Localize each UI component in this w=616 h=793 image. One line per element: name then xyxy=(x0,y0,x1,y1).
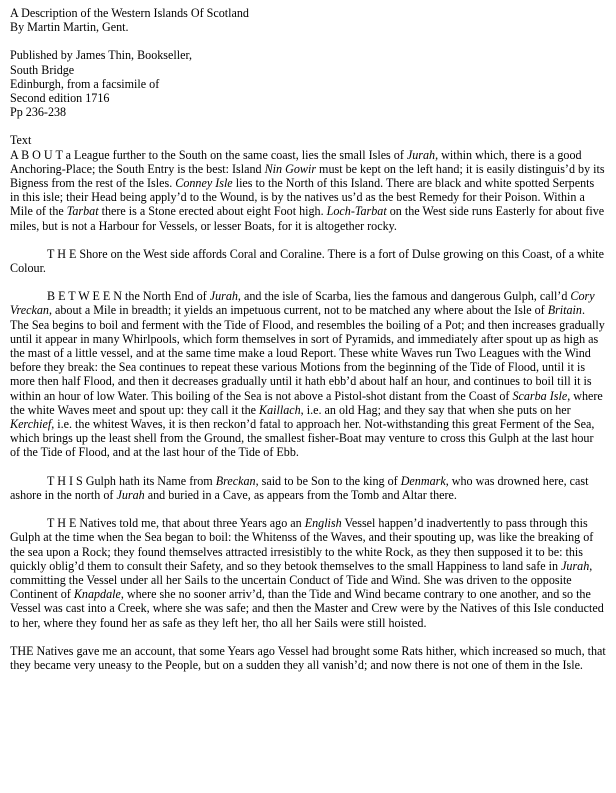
paragraph-text: , about a Mile in breadth; it yields an impetuous current, not to be matched any where about the Isle of xyxy=(48,303,548,318)
publication-line: Second edition 1716 xyxy=(10,91,110,106)
paragraph-text: A B O U T a League further to the South on the same coast, lies the small Isles of xyxy=(10,147,407,162)
paragraph-text: , committing the Vessel under all her Sails to the uncertain Conduct of Tide and Wind. She was driven to the opposite Continent of xyxy=(10,558,593,602)
paragraph-text: . The Sea begins to boil and ferment with the Tide of Flood, and resembles the boiling of a Pot; and then increases gradually until it appear in many Whirlpools, which form themselves in sort of Pyramids, and immediately after spout up as high as the mast of a little vessel, and at the same time make a loud Report. These white Waves run Two Leagues with the Wind before they break: the Sea continues to repeat these various Motions from the beginning of the Tide of Flood, until it is more then half Flood, and then it decreases gradually until it hath ebb’d about half an hour, and continues to boil till it is within an hour of low Water. This boiling of the Sea is not above a Pistol-shot distant from the Coast of xyxy=(10,303,605,403)
section-label: Text xyxy=(10,133,32,148)
italic-term: Scarba Isle xyxy=(512,388,568,403)
document-body xyxy=(10,133,606,672)
paragraph-text: , within which, there is a good Anchoring-Place; the South Entry is the best: Island xyxy=(10,147,582,176)
paragraph-text: T H E Natives told me, that about three Years ago an xyxy=(47,516,305,531)
italic-term: Britain xyxy=(547,303,582,318)
publication-line: Edinburgh, from a facsimile of xyxy=(10,76,160,91)
body-paragraph xyxy=(10,148,606,233)
body-paragraph xyxy=(10,516,606,630)
italic-term: Jurah xyxy=(116,487,145,502)
italic-term: English xyxy=(304,516,342,531)
paragraph-text: T H I S Gulph hath its Name from xyxy=(47,473,216,488)
publication-line: Pp 236-238 xyxy=(10,105,67,120)
paragraph-text: , said to be Son to the king of xyxy=(255,473,401,488)
italic-term: Denmark xyxy=(400,473,446,488)
italic-term: Jurah xyxy=(209,289,238,304)
italic-term: Conney Isle xyxy=(175,176,233,191)
italic-term: Kaillach xyxy=(259,402,301,417)
paragraph-text: , where she no sooner arriv’d, than the Tide and Wind became contrary to one another, and so the Vessel was cast into a Creek, where she was safe; and then the Master and Crew were by the Natives of this Isle conducted to her, where they found her as safe as they left her, tho all her Sails were still hoisted. xyxy=(10,587,604,630)
document-header xyxy=(10,6,606,34)
paragraph-text: T H E Shore on the West side affords Coral and Coraline. There is a fort of Dulse growing on this Coast, of a white Colour. xyxy=(10,246,605,276)
italic-term: Cory Vreckan xyxy=(10,289,595,318)
paragraph-text: on the West side runs Easterly for about five miles, but is not a Harbour for Vessels, or lesser Boats, for it is altogether rocky. xyxy=(10,204,605,233)
paragraph-text: , where the white Waves meet and spout up: they call it the xyxy=(10,388,603,417)
paragraph-text: lies to the North of this Island. There are black and white spotted Serpents in this isle; their Head being apply’d to the Wound, is by the natives us’d as the best Remedy for their Poison. Within a Mile of the xyxy=(10,176,595,219)
document-title: A Description of the Western Islands Of Scotland xyxy=(10,6,249,20)
italic-term: Jurah xyxy=(561,558,590,573)
italic-term: Kerchief xyxy=(10,417,52,432)
document-author: By Martin Martin, Gent. xyxy=(10,20,129,35)
paragraph-text: , and the isle of Scarba, lies the famous and dangerous Gulph, call’d xyxy=(237,289,571,304)
paragraph-text: , i.e. an old Hag; and they say that when she puts on her xyxy=(300,402,571,417)
publication-line: South Bridge xyxy=(10,62,75,77)
paragraph-text: THE Natives gave me an account, that some Years ago Vessel had brought some Rats hither, which increased so much, that they became very uneasy to the People, but on a sudden they all vanish’d; and now there is not one of them in the Isle. xyxy=(10,643,606,672)
body-paragraph xyxy=(10,474,606,502)
paragraph-text: Vessel happen’d inadvertently to pass through this Gulph at the time when the Sea began to boil: the Whitenss of the Waves, and their spouting up, was like the breaking of the sea upon a Rock; they found themselves attracted irresistibly to the white Rock, as they then supposed it to be: this quickly oblig’d them to consult their Safety, and so they betook themselves to the small Happiness to land safe in xyxy=(10,516,594,573)
paragraph-text: , i.e. the whitest Waves, it is then reckon’d fatal to approach her. Not-withstanding this great Ferment of the Sea, which brings up the least shell from the Ground, the smallest fisher-Boat may venture to cross this Gulph at the last hour of the Tide of Flood, and at the last hour of the Tide of Ebb. xyxy=(10,417,595,460)
body-paragraph xyxy=(10,247,606,275)
paragraph-text: , who was drowned here, cast ashore in the north of xyxy=(10,473,589,502)
publication-line: Published by James Thin, Bookseller, xyxy=(10,48,193,63)
paragraph-text: and buried in a Cave, as appears from the Tomb and Altar there. xyxy=(144,487,457,502)
italic-term: Knapdale xyxy=(73,587,121,602)
italic-term: Tarbat xyxy=(66,204,99,219)
body-paragraph xyxy=(10,644,606,672)
paragraph-list xyxy=(10,148,606,673)
italic-term: Loch-Tarbat xyxy=(326,204,387,219)
italic-term: Nin Gowir xyxy=(264,161,317,176)
italic-term: Breckan xyxy=(215,473,256,488)
paragraph-text: B E T W E E N the North End of xyxy=(47,289,210,304)
publication-info xyxy=(10,48,606,119)
body-paragraph xyxy=(10,289,606,459)
paragraph-text: must be kept on the left hand; it is easily distinguis’d by its Bigness from the rest of the Isles. xyxy=(10,161,605,191)
paragraph-text: there is a Stone erected about eight Foot high. xyxy=(98,204,327,219)
italic-term: Jurah xyxy=(406,147,436,162)
